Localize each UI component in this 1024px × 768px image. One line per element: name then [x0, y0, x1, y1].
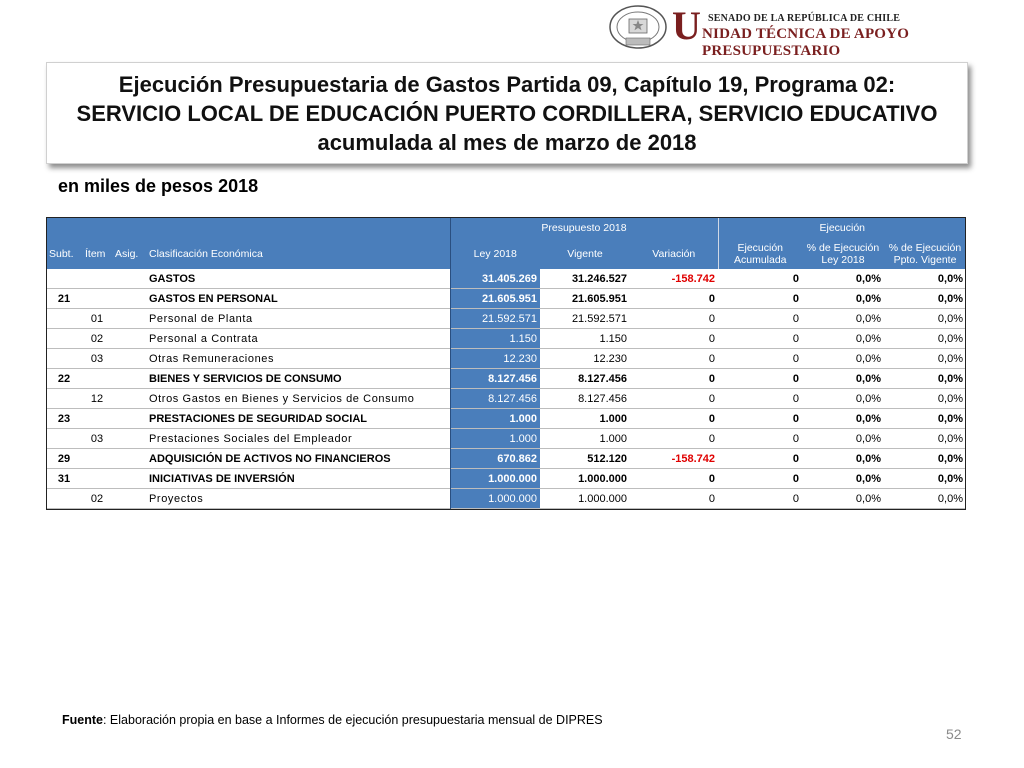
cell-subt: 22 [46, 369, 82, 389]
cell-variacion: 0 [630, 409, 718, 429]
brand-bottom-line: NIDAD TÉCNICA DE APOYO PRESUPUESTARIO [702, 26, 910, 59]
cell-ley: 31.405.269 [450, 269, 540, 289]
cell-pct-ley: 0,0% [802, 309, 884, 329]
header-variacion: Variación [630, 239, 718, 269]
senate-logo [608, 3, 1018, 59]
cell-variacion: 0 [630, 289, 718, 309]
cell-asig [112, 309, 146, 329]
cell-item [82, 369, 112, 389]
header-subt: Subt. [46, 239, 82, 269]
cell-ley: 1.000 [450, 409, 540, 429]
header-asig: Asig. [112, 239, 146, 269]
page-number: 52 [946, 726, 962, 742]
cell-item: 02 [82, 329, 112, 349]
table-row [46, 289, 966, 309]
cell-vigente: 1.000.000 [540, 489, 630, 509]
header-vigente: Vigente [540, 239, 630, 269]
cell-ejecucion: 0 [718, 269, 802, 289]
cell-desc: Personal a Contrata [146, 329, 450, 349]
cell-pct-ley: 0,0% [802, 389, 884, 409]
cell-ley: 12.230 [450, 349, 540, 369]
cell-vigente: 21.605.951 [540, 289, 630, 309]
cell-vigente: 12.230 [540, 349, 630, 369]
cell-ley: 1.000.000 [450, 489, 540, 509]
brand-letter: U [672, 3, 701, 48]
cell-pct-vigente: 0,0% [884, 429, 966, 449]
cell-variacion: 0 [630, 389, 718, 409]
title-line-2: SERVICIO LOCAL DE EDUCACIÓN PUERTO CORDILLERA, SERVICIO EDUCATIVO [76, 101, 938, 126]
table-row [46, 309, 966, 329]
header-item: Ítem [82, 239, 112, 269]
header-clasificacion: Clasificación Económica [146, 239, 450, 269]
source-note [62, 713, 603, 727]
cell-pct-ley: 0,0% [802, 349, 884, 369]
header-ley: Ley 2018 [450, 239, 540, 269]
cell-subt: 31 [46, 469, 82, 489]
cell-pct-vigente: 0,0% [884, 349, 966, 369]
cell-subt [46, 269, 82, 289]
cell-vigente: 1.000 [540, 429, 630, 449]
cell-desc: GASTOS EN PERSONAL [146, 289, 450, 309]
header-ejecucion [718, 217, 966, 239]
cell-ley: 1.000.000 [450, 469, 540, 489]
table-body [46, 269, 966, 509]
source-label: Fuente [62, 713, 103, 727]
cell-item [82, 289, 112, 309]
cell-pct-vigente: 0,0% [884, 489, 966, 509]
cell-vigente: 1.150 [540, 329, 630, 349]
cell-desc: Prestaciones Sociales del Empleador [146, 429, 450, 449]
cell-item: 02 [82, 489, 112, 509]
cell-item: 03 [82, 429, 112, 449]
cell-pct-vigente: 0,0% [884, 309, 966, 329]
title-box [46, 62, 968, 164]
cell-ley: 670.862 [450, 449, 540, 469]
cell-vigente: 21.592.571 [540, 309, 630, 329]
cell-desc: Personal de Planta [146, 309, 450, 329]
cell-asig [112, 429, 146, 449]
cell-pct-ley: 0,0% [802, 269, 884, 289]
cell-ejecucion: 0 [718, 449, 802, 469]
cell-vigente: 1.000 [540, 409, 630, 429]
cell-asig [112, 409, 146, 429]
cell-variacion: 0 [630, 369, 718, 389]
cell-desc: BIENES Y SERVICIOS DE CONSUMO [146, 369, 450, 389]
table-row [46, 449, 966, 469]
cell-variacion: 0 [630, 489, 718, 509]
cell-variacion: 0 [630, 469, 718, 489]
cell-asig [112, 349, 146, 369]
cell-pct-vigente: 0,0% [884, 389, 966, 409]
cell-pct-vigente: 0,0% [884, 289, 966, 309]
cell-ejecucion: 0 [718, 289, 802, 309]
cell-desc: Otros Gastos en Bienes y Servicios de Consumo [146, 389, 450, 409]
table-row [46, 429, 966, 449]
cell-ejecucion: 0 [718, 409, 802, 429]
cell-asig [112, 329, 146, 349]
cell-pct-ley: 0,0% [802, 369, 884, 389]
cell-item [82, 409, 112, 429]
cell-ejecucion: 0 [718, 389, 802, 409]
cell-ejecucion: 0 [718, 469, 802, 489]
cell-asig [112, 289, 146, 309]
table-row [46, 369, 966, 389]
header-pct-vigente: % de Ejecución Ppto. Vigente [884, 239, 966, 269]
cell-subt [46, 329, 82, 349]
title-line-1: Ejecución Presupuestaria de Gastos Partida 09, Capítulo 19, Programa 02: [118, 72, 896, 97]
cell-item [82, 449, 112, 469]
cell-desc: PRESTACIONES DE SEGURIDAD SOCIAL [146, 409, 450, 429]
table-row [46, 469, 966, 489]
cell-subt [46, 309, 82, 329]
cell-variacion: 0 [630, 429, 718, 449]
table-row [46, 489, 966, 509]
table-row [46, 349, 966, 369]
cell-pct-ley: 0,0% [802, 329, 884, 349]
cell-subt: 29 [46, 449, 82, 469]
cell-variacion: 0 [630, 349, 718, 369]
cell-asig [112, 449, 146, 469]
budget-table [46, 217, 966, 509]
cell-vigente: 1.000.000 [540, 469, 630, 489]
cell-desc: INICIATIVAS DE INVERSIÓN [146, 469, 450, 489]
cell-ley: 21.605.951 [450, 289, 540, 309]
cell-ejecucion: 0 [718, 349, 802, 369]
cell-desc: Otras Remuneraciones [146, 349, 450, 369]
cell-pct-ley: 0,0% [802, 409, 884, 429]
cell-desc: ADQUISICIÓN DE ACTIVOS NO FINANCIEROS [146, 449, 450, 469]
cell-vigente: 31.246.527 [540, 269, 630, 289]
cell-pct-ley: 0,0% [802, 289, 884, 309]
cell-item: 03 [82, 349, 112, 369]
header-ejec-acum: Ejecución Acumulada [718, 239, 802, 269]
cell-subt: 23 [46, 409, 82, 429]
cell-asig [112, 489, 146, 509]
cell-subt [46, 389, 82, 409]
cell-pct-vigente: 0,0% [884, 469, 966, 489]
cell-subt [46, 429, 82, 449]
cell-ley: 1.000 [450, 429, 540, 449]
header-presupuesto: Presupuesto 2018 [450, 217, 718, 239]
cell-asig [112, 269, 146, 289]
cell-ley: 8.127.456 [450, 369, 540, 389]
cell-asig [112, 469, 146, 489]
cell-vigente: 8.127.456 [540, 369, 630, 389]
cell-ejecucion: 0 [718, 489, 802, 509]
cell-ley: 21.592.571 [450, 309, 540, 329]
header-blank [46, 217, 450, 239]
cell-item: 12 [82, 389, 112, 409]
header-ejecucion-label: Ejecución [819, 222, 866, 234]
cell-pct-vigente: 0,0% [884, 329, 966, 349]
cell-item [82, 269, 112, 289]
senate-seal-icon [608, 4, 668, 50]
cell-pct-vigente: 0,0% [884, 369, 966, 389]
cell-variacion: -158.742 [630, 449, 718, 469]
cell-subt [46, 349, 82, 369]
table-row [46, 389, 966, 409]
cell-pct-ley: 0,0% [802, 469, 884, 489]
units-label: en miles de pesos 2018 [58, 176, 259, 196]
cell-pct-vigente: 0,0% [884, 409, 966, 429]
cell-vigente: 512.120 [540, 449, 630, 469]
cell-pct-vigente: 0,0% [884, 449, 966, 469]
source-text: : Elaboración propia en base a Informes de ejecución presupuestaria mensual de DIPRES [102, 713, 603, 727]
cell-variacion: -158.742 [630, 269, 718, 289]
table-row [46, 269, 966, 289]
cell-ejecucion: 0 [718, 429, 802, 449]
cell-subt: 21 [46, 289, 82, 309]
title-line-3: acumulada al mes de marzo de 2018 [317, 130, 697, 155]
cell-vigente: 8.127.456 [540, 389, 630, 409]
cell-item [82, 469, 112, 489]
cell-ejecucion: 0 [718, 329, 802, 349]
cell-pct-ley: 0,0% [802, 489, 884, 509]
cell-ley: 8.127.456 [450, 389, 540, 409]
cell-ley: 1.150 [450, 329, 540, 349]
cell-subt [46, 489, 82, 509]
table-row [46, 409, 966, 429]
cell-asig [112, 369, 146, 389]
header-pct-ley: % de Ejecución Ley 2018 [802, 239, 884, 269]
cell-variacion: 0 [630, 309, 718, 329]
cell-desc: Proyectos [146, 489, 450, 509]
table-row [46, 329, 966, 349]
cell-asig [112, 389, 146, 409]
cell-pct-vigente: 0,0% [884, 269, 966, 289]
cell-item: 01 [82, 309, 112, 329]
cell-variacion: 0 [630, 329, 718, 349]
cell-pct-ley: 0,0% [802, 429, 884, 449]
brand-top-line: SENADO DE LA REPÚBLICA DE CHILE [708, 13, 901, 24]
cell-desc: GASTOS [146, 269, 450, 289]
cell-ejecucion: 0 [718, 369, 802, 389]
cell-pct-ley: 0,0% [802, 449, 884, 469]
cell-ejecucion: 0 [718, 309, 802, 329]
